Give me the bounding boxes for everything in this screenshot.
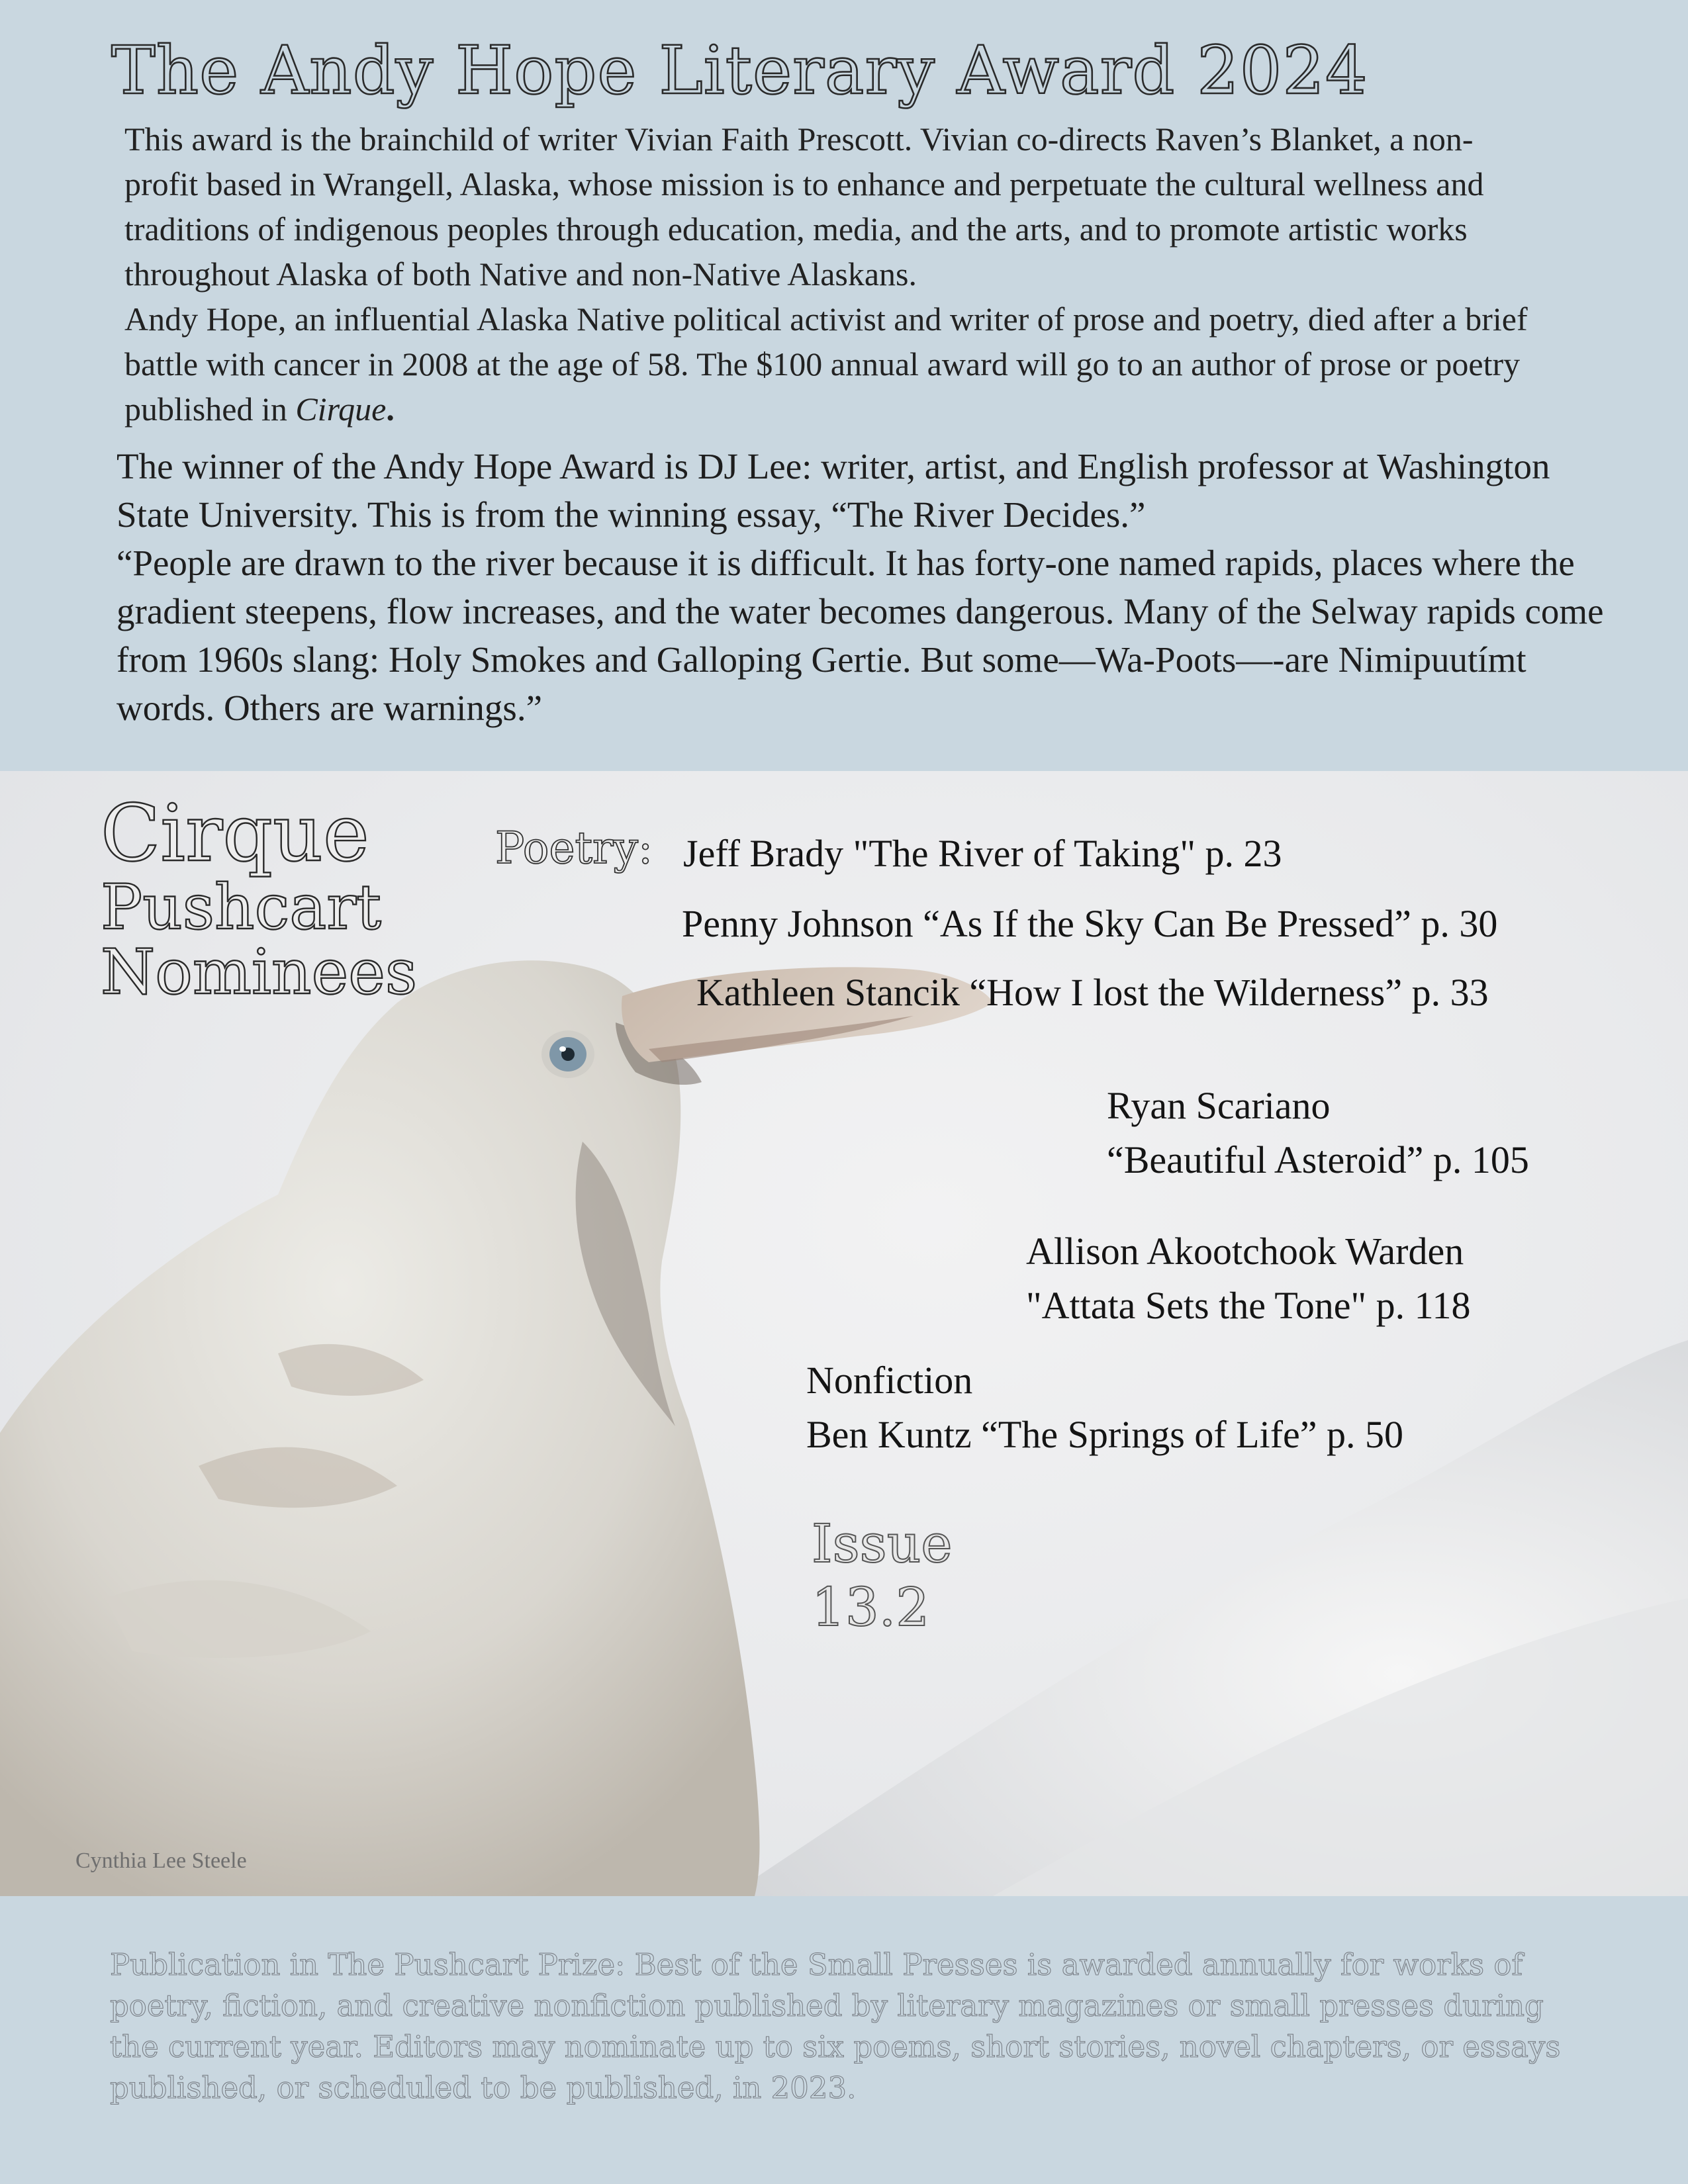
poetry-entry: Jeff Brady "The River of Taking" p. 23 [683, 832, 1282, 875]
issue-value: 13.2 [812, 1576, 930, 1638]
award-intro [124, 116, 1541, 432]
pushcart-description: Publication in The Pushcart Prize: Best of the Small Presses is awarded annually for works of poetry, fiction, and creative nonfiction published by literary magazines or small presses during the current year. Editors may nominate up to six poems, short stories, novel chapters, or essays published, or scheduled to be published, in 2023. [110, 1947, 1561, 2105]
award-section [0, 0, 1688, 771]
award-title: The Andy Hope Literary Award 2024 [111, 32, 1368, 109]
nominee-work: "Attata Sets the Tone" p. 118 [1026, 1284, 1471, 1327]
award-intro-paragraph-2 [124, 296, 1541, 432]
nominee-work: “Beautiful Asteroid” p. 105 [1107, 1138, 1529, 1181]
nonfiction-section [806, 1353, 1403, 1462]
award-intro-paragraph-1: This award is the brainchild of writer Vivian Faith Prescott. Vivian co-directs Raven’s Blanket, a non-profit based in Wrangell, Alaska, whose mission is to enhance and perpetuate the cultural wellness and traditions of indigenous peoples through education, media, and the arts, and to promote artistic works throughout Alaska of both Native and non-Native Alaskans. [124, 120, 1484, 293]
issue-label: Issue [812, 1513, 953, 1574]
nominees-title [101, 788, 418, 1009]
nonfiction-entry: Ben Kuntz “The Springs of Life” p. 50 [806, 1413, 1404, 1456]
poetry-entry-allison-warden [1026, 1224, 1471, 1333]
nominees-photo-section [0, 771, 1688, 1896]
nominee-name: Ryan Scariano [1107, 1084, 1331, 1127]
nominees-title-line-1: Cirque [101, 788, 369, 879]
winner-quote: “People are drawn to the river because it is difficult. It has forty-one named rapids, places where the gradient steepens, flow increases, and the water becomes dangerous. Many of the Selway rapids come from 1960s slang: Holy Smokes and Galloping Gertie. But some—Wa-Poots—-are Nimipuutímt words. Others are warnings.” [117, 543, 1604, 728]
award-intro-text: Andy Hope, an influential Alaska Native political activist and writer of prose and poetry, died after a brief battle with cancer in 2008 at the age of 58. The $100 annual award will go to an author of prose or poetry published in [124, 300, 1528, 428]
poetry-label: Poetry: [495, 823, 653, 874]
poetry-entry: Penny Johnson “As If the Sky Can Be Pressed” p. 30 [682, 902, 1498, 945]
poetry-entry: Kathleen Stancik “How I lost the Wilderness” p. 33 [696, 971, 1489, 1014]
award-winner [117, 442, 1606, 732]
poetry-entry-ryan-scariano [1107, 1079, 1529, 1187]
magazine-name: Cirque [295, 390, 387, 428]
nominees-title-line-2: Pushcart [101, 872, 381, 944]
issue-number [812, 1512, 953, 1639]
nominee-name: Allison Akootchook Warden [1026, 1230, 1464, 1273]
nominees-title-line-3: Nominees [101, 936, 418, 1009]
period: . [386, 390, 395, 428]
raven-body [0, 960, 760, 1896]
photo-credit: Cynthia Lee Steele [75, 1848, 247, 1873]
nonfiction-label: Nonfiction [806, 1359, 973, 1402]
winner-announcement: The winner of the Andy Hope Award is DJ Lee: writer, artist, and English professor at Washington State University. This is from the winning essay, “The River Decides.” [117, 446, 1550, 535]
